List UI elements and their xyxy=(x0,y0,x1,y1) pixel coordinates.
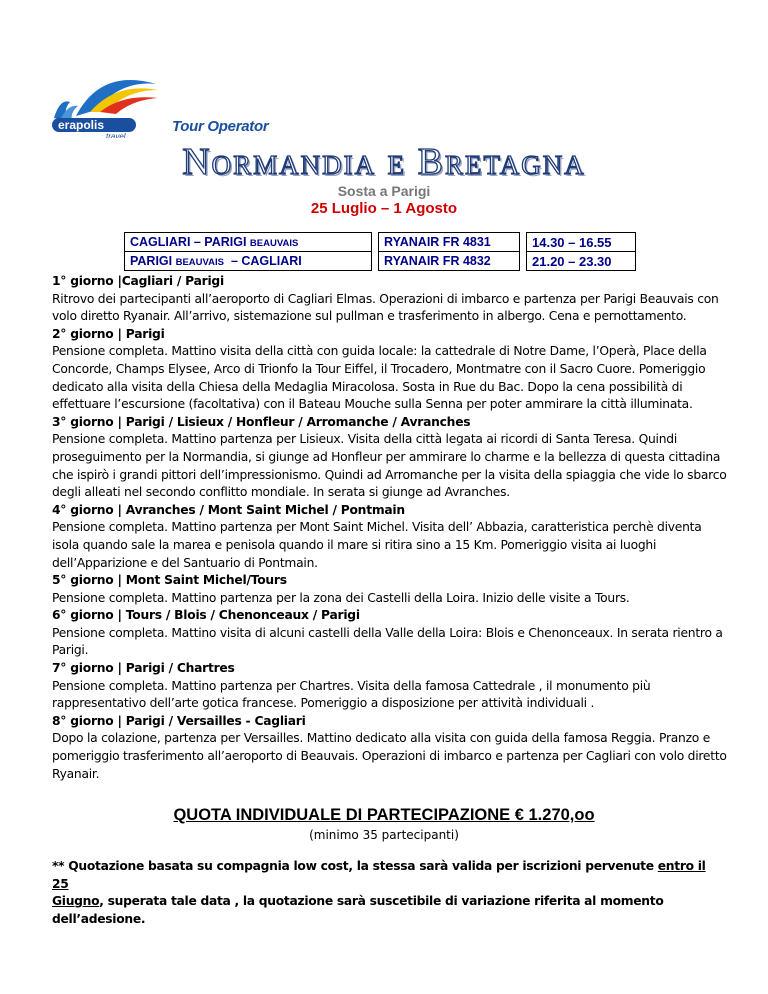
logo-graphic xyxy=(46,68,166,138)
price-heading: QUOTA INDIVIDUALE DI PARTECIPAZIONE € 1.270,oo xyxy=(173,806,595,824)
tour-operator-label: Tour Operator xyxy=(172,118,269,135)
day-description: Pensione completa. Mattino visita della città con guida locale: la cattedrale di Notre Dame, l’Operà, Place della Concorde, Champs Elysee, Arco di Trionfo la Tour Eiffel, il Trocadero, Montmatre con il Sacro Cuore. Pomeriggio dedicato alla visita della Chiesa della Medaglia Miracolosa. Sosta in Rue du Bac. Dopo la cena possibilità di effettuare l’escursione (facoltativa) con il Bateau Mouche sulla Senna per poter ammirare la città illuminata. xyxy=(52,344,707,412)
flight-time: 21.20 – 23.30 xyxy=(527,252,636,271)
logo-text: erapolis xyxy=(58,118,105,132)
page-subtitle: Sosta a Parigi xyxy=(337,183,431,199)
day-heading: 3° giorno | Parigi / Lisieux / Honfleur / Arromanche / Avranches xyxy=(52,414,471,429)
day-description: Pensione completa. Mattino partenza per la zona dei Castelli della Loira. Inizio delle visite a Tours. xyxy=(52,590,630,605)
flight-row xyxy=(125,252,636,271)
pricing-note: ** Quotazione basata su compagnia low cost, la stessa sarà valida per iscrizioni pervenute entro il 25 Giugno, superata tale data , la quotazione sarà suscetibile di variazione riferita al momento dell’adesione. xyxy=(52,859,706,926)
day-description: Ritrovo dei partecipanti all’aeroporto di Cagliari Elmas. Operazioni di imbarco e partenza per Parigi Beauvais con volo diretto Ryanair. All’arrivo, sistemazione sul pullman e trasferimento in albergo. Cena e pernottamento. xyxy=(52,291,719,324)
day-heading: 4° giorno | Avranches / Mont Saint Michel / Pontmain xyxy=(52,502,405,517)
travel-dates: 25 Luglio – 1 Agosto xyxy=(310,200,458,217)
flight-time: 14.30 – 16.55 xyxy=(527,233,636,252)
day-heading: 6° giorno | Tours / Blois / Chenonceaux / Parigi xyxy=(52,608,360,623)
flight-route: CAGLIARI – PARIGI BEAUVAIS xyxy=(125,233,372,252)
day-heading: 5° giorno | Mont Saint Michel/Tours xyxy=(52,573,287,588)
logo-subtext: travel xyxy=(106,132,126,138)
day-description: Pensione completa. Mattino partenza per Mont Saint Michel. Visita dell’ Abbazia, caratteristica perchè diventa isola quando sale la marea e penisola quando il mare si ritira sino a 15 Km. Pomeriggio visita ai luoghi dell’Apparizione e del Santuario di Pontmain. xyxy=(52,520,702,570)
flight-number: RYANAIR FR 4832 xyxy=(379,252,520,271)
day-heading: 8° giorno | Parigi / Versailles - Cagliari xyxy=(52,713,306,728)
day-description: Pensione completa. Mattino partenza per Lisieux. Visita della città legata ai ricordi di Santa Teresa. Quindi proseguimento per la Normandia, si giunge ad Honfleur per ammirare lo charme e la bellezza di questa cittadina che ispirò i grandi pittori dell’impressionismo. Quindi ad Arromanche per la visita della spiaggia che vide lo sbarco degli alleati nel secondo conflitto mondiale. In serata si giunge ad Avranches. xyxy=(52,432,727,500)
flight-number: RYANAIR FR 4831 xyxy=(379,233,520,252)
day-description: Pensione completa. Mattino visita di alcuni castelli della Valle della Loira: Blois e Chenonceaux. In serata rientro a Parigi. xyxy=(52,625,723,658)
page-title: Normandia e Bretagna xyxy=(182,141,586,183)
day-heading: 1° giorno |Cagliari / Parigi xyxy=(52,274,224,288)
flights-table xyxy=(124,232,636,271)
day-description: Pensione completa. Mattino partenza per Chartres. Visita della famosa Cattedrale , il monumento più rappresentativo dell’arte gotica francese. Pomeriggio a disposizione per attività individuali . xyxy=(52,678,651,711)
flight-route: PARIGI BEAUVAIS – CAGLIARI xyxy=(125,252,372,271)
flight-row xyxy=(125,233,636,252)
day-heading: 2° giorno | Parigi xyxy=(52,326,165,341)
itinerary xyxy=(52,273,732,783)
day-heading: 7° giorno | Parigi / Chartres xyxy=(52,661,235,676)
day-description: Dopo la colazione, partenza per Versailles. Mattino dedicato alla visita con guida della famosa Reggia. Pranzo e pomeriggio trasferimento all’aeroporto di Beauvais. Operazioni di imbarco e partenza per Cagliari con volo diretto Ryanair. xyxy=(52,731,727,781)
minimum-participants: (minimo 35 partecipanti) xyxy=(309,828,459,842)
